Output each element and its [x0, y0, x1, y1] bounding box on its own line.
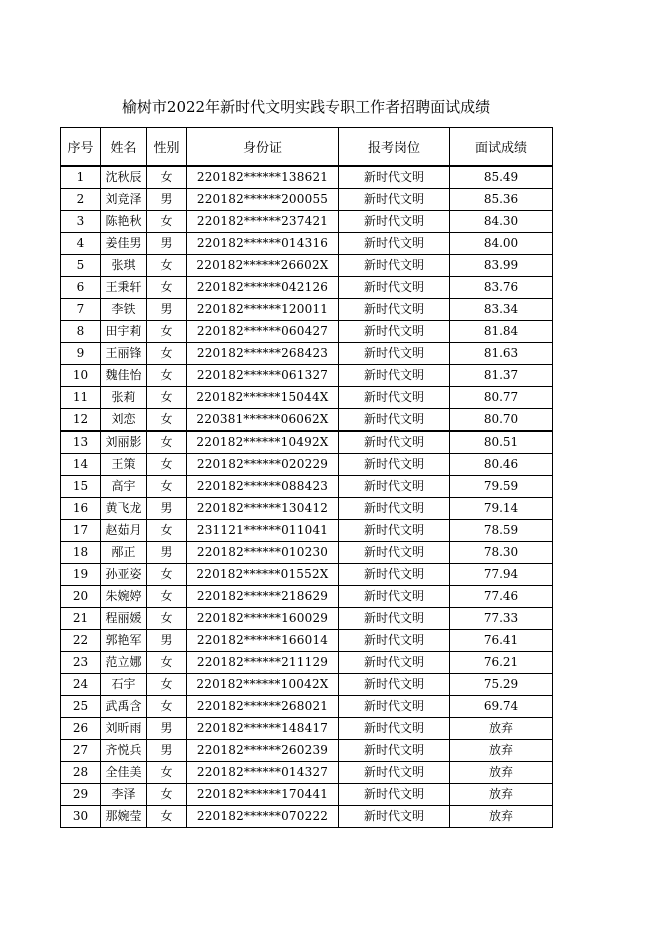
cell-no: 4 — [61, 233, 101, 255]
cell-sex: 男 — [147, 718, 187, 740]
cell-name: 刘恋 — [101, 409, 147, 432]
cell-id-number: 220182******042126 — [187, 277, 339, 299]
cell-score: 放弃 — [450, 762, 553, 784]
cell-score: 76.21 — [450, 652, 553, 674]
table-row — [61, 696, 553, 718]
cell-id-number: 220182******218629 — [187, 586, 339, 608]
cell-score: 83.99 — [450, 255, 553, 277]
cell-no: 11 — [61, 387, 101, 409]
cell-position: 新时代文明 — [339, 211, 450, 233]
cell-score: 80.46 — [450, 454, 553, 476]
table-row — [61, 718, 553, 740]
cell-sex: 女 — [147, 520, 187, 542]
cell-no: 25 — [61, 696, 101, 718]
cell-id-number: 220182******148417 — [187, 718, 339, 740]
cell-score: 放弃 — [450, 784, 553, 806]
cell-no: 2 — [61, 189, 101, 211]
header-id: 身份证 — [187, 128, 339, 167]
cell-position: 新时代文明 — [339, 166, 450, 189]
cell-id-number: 220182******170441 — [187, 784, 339, 806]
cell-no: 26 — [61, 718, 101, 740]
cell-sex: 男 — [147, 233, 187, 255]
cell-sex: 女 — [147, 255, 187, 277]
cell-no: 19 — [61, 564, 101, 586]
cell-sex: 女 — [147, 586, 187, 608]
cell-sex: 女 — [147, 564, 187, 586]
cell-name: 刘竞泽 — [101, 189, 147, 211]
cell-position: 新时代文明 — [339, 365, 450, 387]
cell-sex: 男 — [147, 189, 187, 211]
cell-position: 新时代文明 — [339, 542, 450, 564]
table-row — [61, 277, 553, 299]
cell-name: 刘丽影 — [101, 431, 147, 454]
cell-no: 5 — [61, 255, 101, 277]
table-row — [61, 520, 553, 542]
cell-name: 齐悦兵 — [101, 740, 147, 762]
cell-score: 78.59 — [450, 520, 553, 542]
cell-sex: 女 — [147, 277, 187, 299]
cell-no: 7 — [61, 299, 101, 321]
table-row — [61, 564, 553, 586]
cell-name: 李泽 — [101, 784, 147, 806]
cell-id-number: 220182******166014 — [187, 630, 339, 652]
cell-id-number: 220182******061327 — [187, 365, 339, 387]
cell-no: 10 — [61, 365, 101, 387]
table-row — [61, 608, 553, 630]
cell-score: 77.94 — [450, 564, 553, 586]
cell-sex: 女 — [147, 608, 187, 630]
cell-id-number: 220182******160029 — [187, 608, 339, 630]
cell-no: 9 — [61, 343, 101, 365]
cell-position: 新时代文明 — [339, 387, 450, 409]
cell-position: 新时代文明 — [339, 740, 450, 762]
cell-score: 78.30 — [450, 542, 553, 564]
table-row — [61, 586, 553, 608]
cell-score: 79.14 — [450, 498, 553, 520]
cell-id-number: 220182******268021 — [187, 696, 339, 718]
cell-score: 83.34 — [450, 299, 553, 321]
cell-no: 21 — [61, 608, 101, 630]
cell-id-number: 220182******088423 — [187, 476, 339, 498]
cell-name: 魏佳怡 — [101, 365, 147, 387]
cell-score: 76.41 — [450, 630, 553, 652]
cell-position: 新时代文明 — [339, 718, 450, 740]
header-no: 序号 — [61, 128, 101, 167]
cell-name: 沈秋辰 — [101, 166, 147, 189]
cell-position: 新时代文明 — [339, 762, 450, 784]
cell-no: 1 — [61, 166, 101, 189]
cell-no: 28 — [61, 762, 101, 784]
cell-name: 邴正 — [101, 542, 147, 564]
cell-position: 新时代文明 — [339, 586, 450, 608]
table-row — [61, 806, 553, 828]
cell-score: 放弃 — [450, 740, 553, 762]
cell-id-number: 220182******138621 — [187, 166, 339, 189]
cell-position: 新时代文明 — [339, 564, 450, 586]
cell-no: 29 — [61, 784, 101, 806]
cell-name: 张莉 — [101, 387, 147, 409]
header-position: 报考岗位 — [339, 128, 450, 167]
cell-score: 84.30 — [450, 211, 553, 233]
cell-no: 8 — [61, 321, 101, 343]
cell-score: 85.36 — [450, 189, 553, 211]
cell-sex: 女 — [147, 387, 187, 409]
cell-score: 81.37 — [450, 365, 553, 387]
cell-name: 王策 — [101, 454, 147, 476]
cell-id-number: 220182******014327 — [187, 762, 339, 784]
cell-no: 3 — [61, 211, 101, 233]
cell-score: 放弃 — [450, 718, 553, 740]
cell-sex: 女 — [147, 806, 187, 828]
table-row — [61, 674, 553, 696]
cell-no: 30 — [61, 806, 101, 828]
cell-sex: 女 — [147, 454, 187, 476]
cell-position: 新时代文明 — [339, 409, 450, 432]
cell-sex: 女 — [147, 476, 187, 498]
cell-id-number: 220182******070222 — [187, 806, 339, 828]
cell-no: 27 — [61, 740, 101, 762]
cell-no: 18 — [61, 542, 101, 564]
cell-position: 新时代文明 — [339, 255, 450, 277]
cell-sex: 男 — [147, 630, 187, 652]
cell-score: 81.84 — [450, 321, 553, 343]
cell-score: 79.59 — [450, 476, 553, 498]
table-row — [61, 542, 553, 564]
table-row — [61, 476, 553, 498]
cell-no: 20 — [61, 586, 101, 608]
cell-sex: 男 — [147, 542, 187, 564]
cell-position: 新时代文明 — [339, 189, 450, 211]
cell-score: 77.46 — [450, 586, 553, 608]
cell-position: 新时代文明 — [339, 454, 450, 476]
cell-name: 姜佳男 — [101, 233, 147, 255]
cell-name: 王丽锋 — [101, 343, 147, 365]
cell-sex: 女 — [147, 674, 187, 696]
cell-sex: 女 — [147, 321, 187, 343]
cell-position: 新时代文明 — [339, 674, 450, 696]
cell-position: 新时代文明 — [339, 233, 450, 255]
cell-no: 14 — [61, 454, 101, 476]
cell-score: 85.49 — [450, 166, 553, 189]
table-row — [61, 652, 553, 674]
cell-name: 程丽媛 — [101, 608, 147, 630]
cell-name: 王秉轩 — [101, 277, 147, 299]
table-row — [61, 321, 553, 343]
cell-id-number: 220182******014316 — [187, 233, 339, 255]
cell-position: 新时代文明 — [339, 321, 450, 343]
cell-no: 12 — [61, 409, 101, 432]
cell-id-number: 220381******06062X — [187, 409, 339, 432]
table-row — [61, 255, 553, 277]
table-row — [61, 166, 553, 189]
page-title: 榆树市2022年新时代文明实践专职工作者招聘面试成绩 — [121, 98, 491, 116]
cell-id-number: 220182******060427 — [187, 321, 339, 343]
cell-position: 新时代文明 — [339, 608, 450, 630]
cell-position: 新时代文明 — [339, 784, 450, 806]
table-row — [61, 784, 553, 806]
cell-no: 15 — [61, 476, 101, 498]
cell-sex: 男 — [147, 740, 187, 762]
table-row — [61, 189, 553, 211]
cell-id-number: 220182******010230 — [187, 542, 339, 564]
table-row — [61, 387, 553, 409]
cell-sex: 女 — [147, 166, 187, 189]
cell-id-number: 220182******020229 — [187, 454, 339, 476]
cell-score: 放弃 — [450, 806, 553, 828]
cell-sex: 女 — [147, 343, 187, 365]
table-row — [61, 343, 553, 365]
cell-score: 80.70 — [450, 409, 553, 432]
table-header-row — [61, 128, 553, 167]
cell-name: 田宇莉 — [101, 321, 147, 343]
table-row — [61, 740, 553, 762]
cell-sex: 女 — [147, 784, 187, 806]
cell-sex: 女 — [147, 431, 187, 454]
header-name: 姓名 — [101, 128, 147, 167]
interview-score-table — [60, 127, 553, 828]
cell-no: 17 — [61, 520, 101, 542]
cell-sex: 男 — [147, 299, 187, 321]
cell-score: 75.29 — [450, 674, 553, 696]
table-row — [61, 630, 553, 652]
header-score: 面试成绩 — [450, 128, 553, 167]
cell-name: 郭艳军 — [101, 630, 147, 652]
table-row — [61, 211, 553, 233]
cell-score: 84.00 — [450, 233, 553, 255]
table-row — [61, 365, 553, 387]
cell-name: 赵茹月 — [101, 520, 147, 542]
cell-id-number: 220182******10492X — [187, 431, 339, 454]
cell-name: 武禹含 — [101, 696, 147, 718]
cell-position: 新时代文明 — [339, 343, 450, 365]
cell-position: 新时代文明 — [339, 652, 450, 674]
cell-id-number: 220182******120011 — [187, 299, 339, 321]
cell-position: 新时代文明 — [339, 520, 450, 542]
table-body — [61, 166, 553, 828]
cell-no: 13 — [61, 431, 101, 454]
cell-position: 新时代文明 — [339, 277, 450, 299]
cell-sex: 女 — [147, 211, 187, 233]
cell-name: 刘昕雨 — [101, 718, 147, 740]
cell-score: 83.76 — [450, 277, 553, 299]
cell-id-number: 220182******237421 — [187, 211, 339, 233]
table-row — [61, 762, 553, 784]
cell-name: 高宇 — [101, 476, 147, 498]
cell-position: 新时代文明 — [339, 630, 450, 652]
table-row — [61, 233, 553, 255]
cell-id-number: 220182******211129 — [187, 652, 339, 674]
table-row — [61, 454, 553, 476]
cell-sex: 女 — [147, 409, 187, 432]
cell-position: 新时代文明 — [339, 476, 450, 498]
cell-position: 新时代文明 — [339, 431, 450, 454]
cell-no: 22 — [61, 630, 101, 652]
cell-no: 23 — [61, 652, 101, 674]
cell-position: 新时代文明 — [339, 696, 450, 718]
cell-id-number: 220182******130412 — [187, 498, 339, 520]
cell-sex: 女 — [147, 652, 187, 674]
header-sex: 性别 — [147, 128, 187, 167]
cell-no: 16 — [61, 498, 101, 520]
cell-id-number: 220182******200055 — [187, 189, 339, 211]
cell-sex: 女 — [147, 762, 187, 784]
cell-name: 孙亚姿 — [101, 564, 147, 586]
cell-id-number: 220182******01552X — [187, 564, 339, 586]
cell-id-number: 220182******260239 — [187, 740, 339, 762]
cell-name: 朱婉婷 — [101, 586, 147, 608]
cell-id-number: 220182******26602X — [187, 255, 339, 277]
cell-score: 80.51 — [450, 431, 553, 454]
cell-no: 24 — [61, 674, 101, 696]
cell-name: 李铁 — [101, 299, 147, 321]
cell-score: 80.77 — [450, 387, 553, 409]
cell-id-number: 231121******011041 — [187, 520, 339, 542]
cell-name: 范立娜 — [101, 652, 147, 674]
cell-score: 81.63 — [450, 343, 553, 365]
cell-name: 陈艳秋 — [101, 211, 147, 233]
cell-id-number: 220182******15044X — [187, 387, 339, 409]
cell-sex: 女 — [147, 365, 187, 387]
cell-name: 那婉莹 — [101, 806, 147, 828]
cell-id-number: 220182******268423 — [187, 343, 339, 365]
table-row — [61, 299, 553, 321]
cell-name: 全佳美 — [101, 762, 147, 784]
cell-score: 69.74 — [450, 696, 553, 718]
table-row — [61, 498, 553, 520]
cell-position: 新时代文明 — [339, 806, 450, 828]
cell-id-number: 220182******10042X — [187, 674, 339, 696]
cell-name: 石宇 — [101, 674, 147, 696]
cell-score: 77.33 — [450, 608, 553, 630]
cell-sex: 男 — [147, 498, 187, 520]
table-row — [61, 431, 553, 454]
cell-name: 黄飞龙 — [101, 498, 147, 520]
table-row — [61, 409, 553, 432]
cell-no: 6 — [61, 277, 101, 299]
cell-sex: 女 — [147, 696, 187, 718]
cell-name: 张琪 — [101, 255, 147, 277]
cell-position: 新时代文明 — [339, 498, 450, 520]
cell-position: 新时代文明 — [339, 299, 450, 321]
